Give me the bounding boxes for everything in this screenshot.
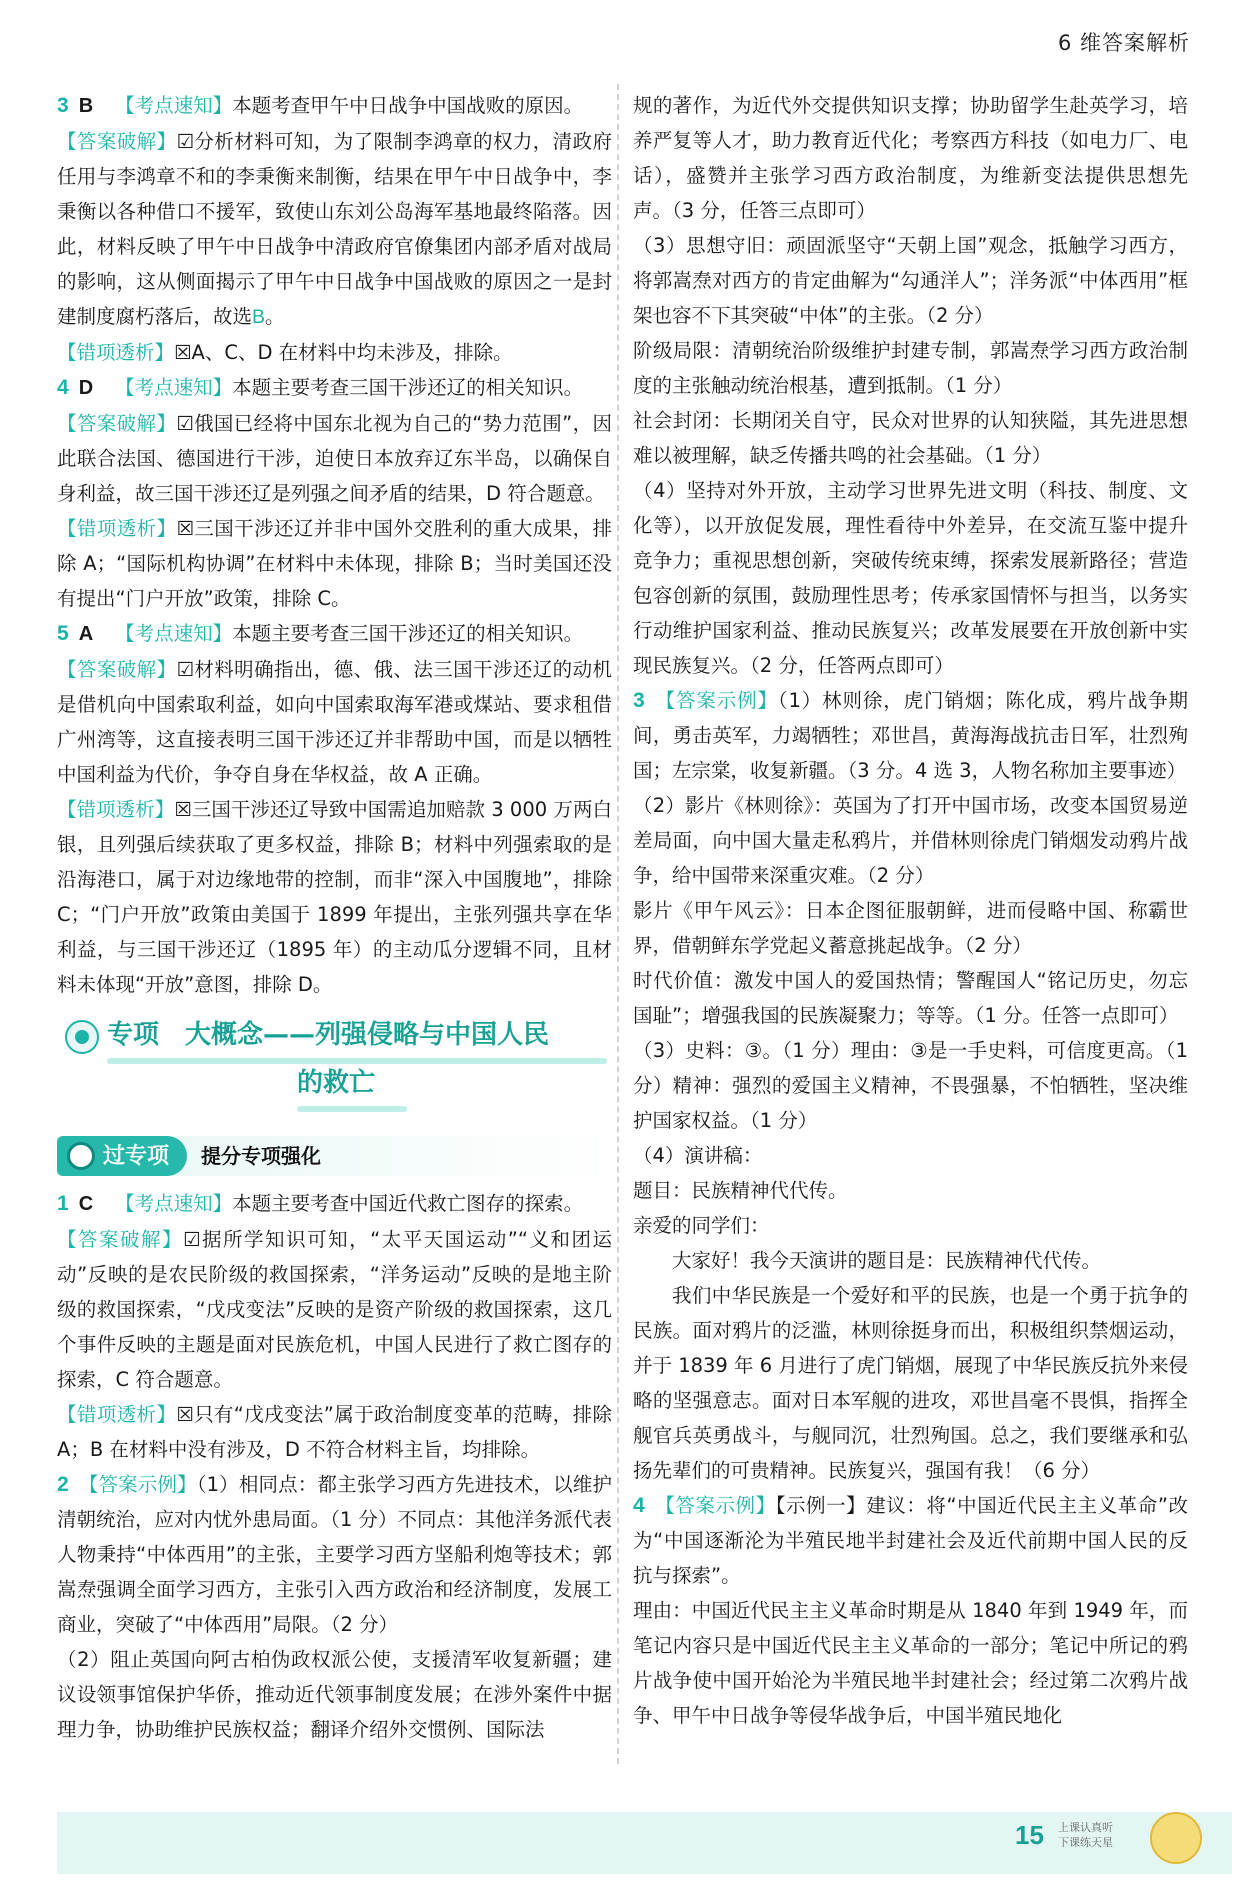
mascot-icon (67, 1142, 95, 1170)
tag-label: 【答案破解】 (57, 1228, 184, 1251)
topic-title-line2: 的救亡 (297, 1068, 376, 1098)
speech-label: （4）演讲稿： (633, 1144, 763, 1167)
answer-paragraph: 影片《甲午风云》：日本企图征服朝鲜，进而侵略中国、称霸世界，借朝鲜东学党起义蓄意挑起战争。（2 分） (633, 899, 1188, 957)
analysis-end: 。 (265, 305, 285, 328)
analysis-text: ☑俄国已经将中国东北视为自己的“势力范围”，因此联合法国、德国进行干涉，迫使日本放弃辽东半岛，以确保自身利益，故三国干涉还辽是列强之间矛盾的结果，D 符合题意。 (57, 412, 612, 505)
question-text: 本题主要考查三国干涉还辽的相关知识。 (232, 622, 584, 645)
speech-greeting: 亲爱的同学们： (633, 1214, 770, 1237)
speech-title: 题目：民族精神代代传。 (633, 1179, 848, 1202)
analysis-text: ☑据所学知识可知，“太平天国运动”“义和团运动”反映的是农民阶级的救国探索，“洋务运动”反映的是地主阶级的救国探索，“戊戌变法”反映的是资产阶级的救国探索，这几个事件反映的主题是面对民族危机，中国人民进行了救亡图存的探索，C 符合题意。 (57, 1228, 612, 1391)
question-number: 2 (57, 1473, 69, 1496)
question-number: 1 (57, 1192, 69, 1215)
wrong-option-text: ☒三国干涉还辽并非中国外交胜利的重大成果，排除 A；“国际机构协调”在材料中未体现，排除 B；当时美国还没有提出“门户开放”政策，排除 C。 (57, 517, 612, 610)
footer-slogan (1058, 1820, 1113, 1850)
answer-analysis (57, 406, 612, 511)
slogan-line: 下课练天星 (1058, 1836, 1113, 1849)
answer-paragraph: （2）影片《林则徐》：英国为了打开中国市场，改变本国贸易逆差局面，向中国大量走私鸦片，并借林则徐虎门销烟发动鸦片战争，给中国带来深重灾难。（2 分） (633, 794, 1188, 887)
wrong-option-text: ☒A、C、D 在材料中均未涉及，排除。 (174, 341, 513, 364)
answer-letter: B (78, 95, 94, 117)
topic-title-line1: 专项 大概念——列强侵略与中国人民 (107, 1020, 550, 1050)
analysis-text: ☑分析材料可知，为了限制李鸿章的权力，清政府任用与李鸿章不和的李秉衡来制衡，结果在甲午中日战争中，李秉衡以各种借口不援军，致使山东刘公岛海军基地最终陷落。因此，材料反映了甲午中日战争中清政府官僚集团内部矛盾对战局的影响，这从侧面揭示了甲午中日战争中国战败的原因之一是封建制度腐朽落后，故选 (57, 130, 612, 328)
section-subtitle: 提分专项强化 (201, 1143, 322, 1168)
answer-paragraph: 时代价值：激发中国人的爱国热情；警醒国人“铭记历史，勿忘国耻”；增强我国的民族凝聚力；等等。（1 分。任答一点即可） (633, 969, 1188, 1027)
speech-paragraph: 我们中华民族是一个爱好和平的民族，也是一个勇于抗争的民族。面对鸦片的泛滥，林则徐挺身而出，积极组织禁烟运动，并于 1839 年 6 月进行了虎门销烟，展现了中华民族反抗外来侵略的坚强意志。面对日本军舰的进攻，邓世昌毫不畏惧，指挥全舰官兵英勇战斗，与舰同沉，壮烈殉国。总之，我们要继承和弘扬先辈们的可贵精神。民族复兴，强国有我！（6 分） (633, 1284, 1188, 1482)
wrong-option-text: ☒三国干涉还辽导致中国需追加赔款 3 000 万两白银，且列强后续获取了更多权益，排除 B；材料中列强索取的是沿海港口，属于对边缘地带的控制，而非“深入中国腹地”，排除 C；“门户开放”政策由美国于 1899 年提出，主张列强共享在华利益，与三国干涉还辽（1895 年）的主动瓜分逻辑不同，且材料未体现“开放”意图，排除 D。 (57, 798, 612, 996)
wrong-option-analysis (57, 1397, 612, 1467)
practice-question-3 (633, 683, 1188, 788)
tag-label: 【错项透析】 (57, 1403, 177, 1426)
answer-analysis (57, 124, 612, 335)
question-number: 5 (57, 622, 69, 645)
tag-label: 【考点速知】 (115, 622, 233, 645)
answer-paragraph: 社会封闭：长期闭关自守，民众对世界的认知狭隘，其先进思想难以被理解，缺乏传播共鸣的社会基础。（1 分） (633, 409, 1188, 467)
practice-question-1 (57, 1186, 612, 1222)
tag-label: 【考点速知】 (115, 1192, 233, 1215)
wrong-option-analysis (57, 511, 612, 616)
footer-band (57, 1812, 1232, 1874)
analysis-text: ☑材料明确指出，德、俄、法三国干涉还辽的动机是借机向中国索取利益，如向中国索取海军港或煤站、要求租借广州湾等，这直接表明三国干涉还辽并非帮助中国，而是以牺牲中国利益为代价，争夺自身在华权益，故 A 正确。 (57, 658, 612, 786)
answer-paragraph: （3）史料：③。（1 分）理由：③是一手史料，可信度更高。（1 分）精神：强烈的爱国主义精神，不畏强暴，不怕牺牲，坚决维护国家权益。（1 分） (633, 1039, 1188, 1132)
left-column (57, 88, 612, 1747)
answer-paragraph: 规的著作，为近代外交提供知识支撑；协助留学生赴英学习，培养严复等人才，助力教育近代化；考察西方科技（如电力厂、电话），盛赞并主张学习西方政治制度，为维新变法提供思想先声。（3 分，任答三点即可） (633, 94, 1188, 222)
column-divider (617, 84, 619, 1764)
section-badge (57, 1136, 187, 1176)
answer-paragraph: 阶级局限：清朝统治阶级维护封建专制，郭嵩焘学习西方政治制度的主张触动统治根基，遭到抵制。（1 分） (633, 339, 1188, 397)
answer-paragraph: （4）坚持对外开放，主动学习世界先进文明（科技、制度、文化等），以开放促发展，理性看待中外差异，在交流互鉴中提升竞争力；重视思想创新，突破传统束缚，探索发展新路径；营造包容创新的氛围，鼓励理性思考；传承家国情怀与担当，以务实行动维护国家利益、推动民族复兴；改革发展要在开放创新中实现民族复兴。（2 分，任答两点即可） (633, 479, 1188, 677)
topic-heading (57, 1016, 612, 1120)
question-text: 本题主要考查中国近代救亡图存的探索。 (232, 1192, 584, 1215)
section-bar (57, 1136, 612, 1176)
question-number: 3 (633, 689, 645, 712)
page-number: 15 (1015, 1820, 1044, 1850)
answer-paragraph: 理由：中国近代民主主义革命时期是从 1840 年到 1949 年，而笔记内容只是中国近代民主主义革命的一部分；笔记中所记的鸦片战争使中国开始沦为半殖民地半封建社会；经过第二次鸦片战争、甲午中日战争等侵华战争后，中国半殖民地化 (633, 1599, 1188, 1727)
answer-analysis (57, 652, 612, 792)
tag-label: 【答案破解】 (57, 130, 177, 153)
question-5 (57, 616, 612, 652)
topic-icon (65, 1020, 99, 1054)
tag-label: 【答案示例】 (654, 689, 778, 712)
answer-letter: A (78, 623, 94, 645)
question-number: 3 (57, 94, 69, 117)
question-3 (57, 88, 612, 124)
question-text: 本题考查甲午中日战争中国战败的原因。 (232, 94, 584, 117)
wrong-option-text: ☒只有“戊戌变法”属于政治制度变革的范畴，排除 A；B 在材料中没有涉及，D 不符合材料主旨，均排除。 (57, 1403, 612, 1461)
practice-question-4 (633, 1488, 1188, 1593)
question-number: 4 (633, 1494, 645, 1517)
option-letter: B (252, 306, 266, 328)
right-column (633, 88, 1188, 1733)
answer-paragraph: （2）阻止英国向阿古柏伪政权派公使，支援清军收复新疆；建议设领事馆保护华侨，推动近代领事制度发展；在涉外案件中据理力争，协助维护民族权益；翻译介绍外交惯例、国际法 (57, 1648, 612, 1741)
practice-question-2 (57, 1467, 612, 1642)
wrong-option-analysis (57, 335, 612, 370)
slogan-line: 上课认真听 (1058, 1821, 1113, 1834)
section-badge-label: 过专项 (103, 1143, 170, 1169)
mascot-logo-icon (1150, 1812, 1202, 1864)
question-4 (57, 370, 612, 406)
tag-label: 【考点速知】 (115, 376, 233, 399)
tag-label: 【错项透析】 (57, 341, 175, 364)
tag-label: 【答案破解】 (57, 658, 177, 681)
tag-label: 【答案破解】 (57, 412, 177, 435)
answer-letter: C (78, 1193, 94, 1215)
tag-label: 【答案示例】 (78, 1473, 197, 1496)
tag-label: 【考点速知】 (115, 94, 233, 117)
speech-paragraph: 大家好！我今天演讲的题目是：民族精神代代传。 (672, 1249, 1102, 1272)
wrong-option-analysis (57, 792, 612, 1002)
tag-label: 【答案示例】 (654, 1494, 776, 1517)
page-header (1058, 22, 1190, 62)
tag-label: 【错项透析】 (57, 798, 175, 821)
answer-text: （1）相同点：都主张学习西方先进技术，以维护清朝统治，应对内忧外患局面。（1 分）不同点：其他洋务派代表人物秉持“中体西用”的主张，主要学习西方坚船利炮等技术；郭嵩焘强调全面学习西方，主张引入西方政治和经济制度，发展工商业，突破了“中体西用”局限。（2 分） (57, 1473, 612, 1636)
answer-paragraph: （3）思想守旧：顽固派坚守“天朝上国”观念，抵触学习西方，将郭嵩焘对西方的肯定曲解为“勾通洋人”；洋务派“中体西用”框架也容不下其突破“中体”的主张。（2 分） (633, 234, 1188, 327)
answer-text: （1）林则徐，虎门销烟；陈化成，鸦片战争期间，勇击英军，力竭牺牲；邓世昌，黄海海战抗击日军，壮烈殉国；左宗棠，收复新疆。（3 分。4 选 3，人物名称加主要事迹） (633, 689, 1188, 782)
topic-underline (107, 1058, 607, 1064)
answer-letter: D (78, 377, 94, 399)
answer-analysis (57, 1222, 612, 1397)
answer-text: 【示例一】建议：将“中国近代民主主义革命”改为“中国逐渐沦为半殖民地半封建社会及近代前期中国人民的反抗与探索”。 (633, 1494, 1188, 1587)
topic-underline (297, 1106, 407, 1112)
question-number: 4 (57, 376, 69, 399)
tag-label: 【错项透析】 (57, 517, 177, 540)
header-title: 6 维答案解析 (1057, 31, 1190, 55)
question-text: 本题主要考查三国干涉还辽的相关知识。 (232, 376, 584, 399)
